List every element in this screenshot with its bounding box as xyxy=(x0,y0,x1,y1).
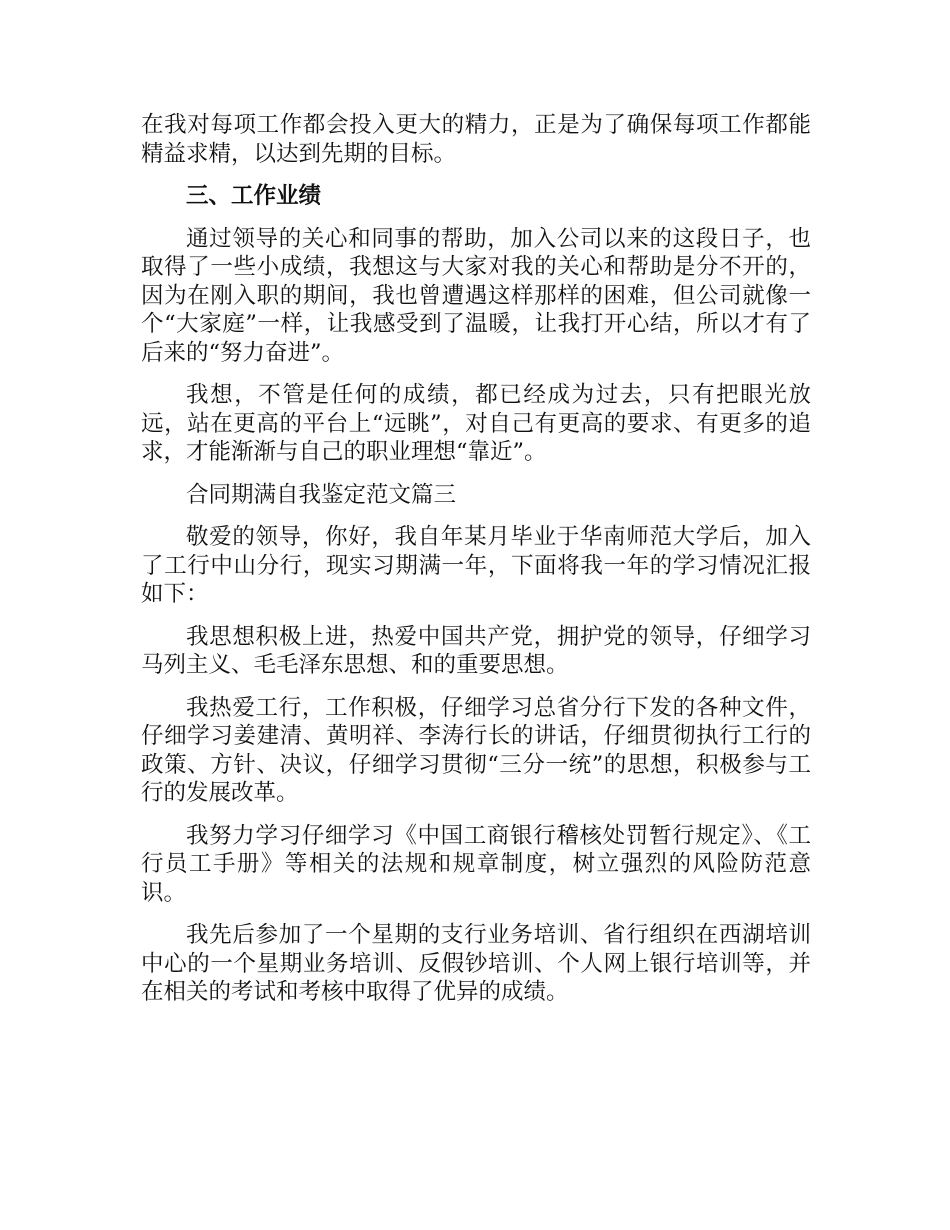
section-heading-work-results: 三、工作业绩 xyxy=(186,183,322,209)
document-body xyxy=(141,111,811,1021)
paragraph-achievements: 通过领导的关心和同事的帮助，加入公司以来的这段日子，也取得了一些小成绩，我想这与大家对我的关心和帮助是分不开的，因为在刚入职的期间，我也曾遭遇这样那样的困难，但公司就像一个“大家庭”一样，让我感受到了温暖，让我打开心结，所以才有了后来的“努力奋进”。 xyxy=(141,225,811,366)
paragraph-training: 我先后参加了一个星期的支行业务培训、省行组织在西湖培训中心的一个星期业务培训、反假钞培训、个人网上银行培训等，并在相关的考试和考核中取得了优异的成绩。 xyxy=(141,922,811,1005)
paragraph-regulations: 我努力学习仔细学习《中国工商银行稽核处罚暂行规定》、《工行员工手册》等相关的法规和规章制度，树立强烈的风险防范意识。 xyxy=(141,822,811,906)
paragraph-greeting: 敬爱的领导，你好，我自年某月毕业于华南师范大学后，加入了工行中山分行，现实习期满一年，下面将我一年的学习情况汇报如下： xyxy=(141,524,811,607)
article-title: 合同期满自我鉴定范文篇三 xyxy=(186,481,457,508)
paragraph-work-attitude: 我热爱工行，工作积极，仔细学习总省分行下发的各种文件，仔细学习姜建清、黄明祥、李涛行长的讲话，仔细贯彻执行工行的政策、方针、决议，仔细学习贯彻“三分一统”的思想，积极参与工行的发展改革。 xyxy=(141,694,811,806)
paragraph-ideology: 我思想积极上进，热爱中国共产党，拥护党的领导，仔细学习马列主义、毛毛泽东思想、和的重要思想。 xyxy=(141,623,811,678)
paragraph-outlook: 我想，不管是任何的成绩，都已经成为过去，只有把眼光放远，站在更高的平台上“远眺”，对自己有更高的要求、有更多的追求，才能渐渐与自己的职业理想“靠近”。 xyxy=(141,382,811,465)
paragraph-continuation: 在我对每项工作都会投入更大的精力，正是为了确保每项工作都能精益求精，以达到先期的目标。 xyxy=(141,112,811,167)
